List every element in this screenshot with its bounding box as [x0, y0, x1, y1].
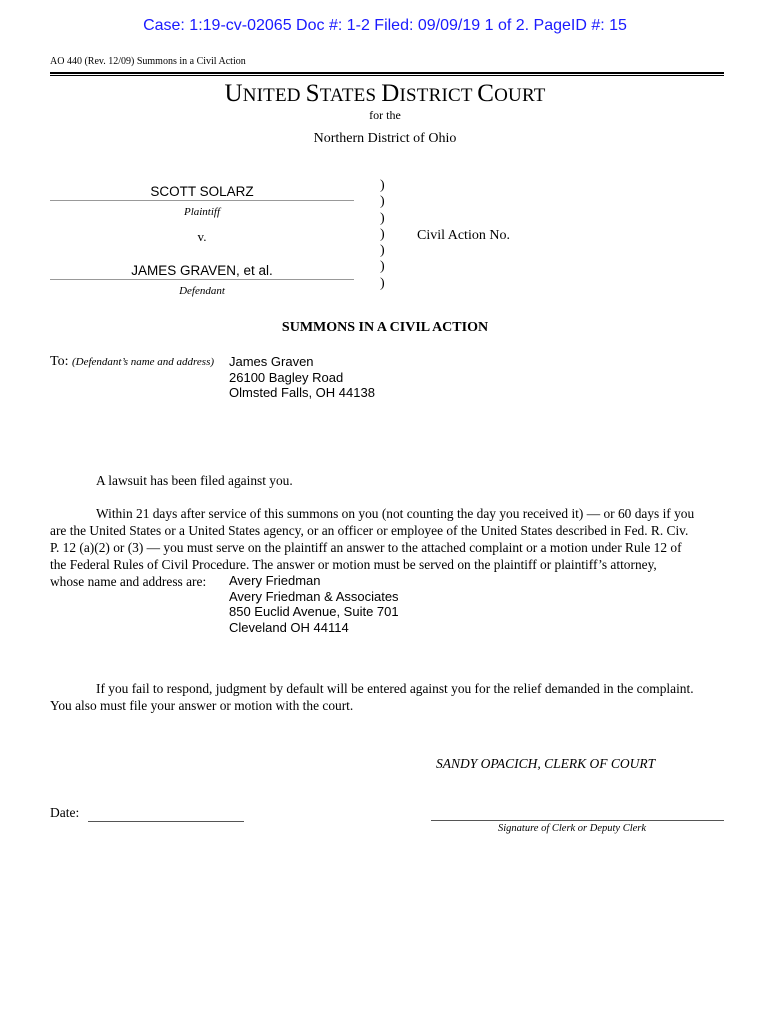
attorney-line: Avery Friedman: [229, 573, 321, 588]
court-title-letter: U: [224, 80, 243, 107]
date-label: Date:: [50, 805, 80, 820]
summons-title: SUMMONS IN A CIVIL ACTION: [281, 320, 489, 335]
attorney-line: 850 Euclid Avenue, Suite 701: [229, 604, 399, 619]
attorney-line: Cleveland OH 44114: [229, 619, 349, 635]
to-label: To:: [50, 354, 69, 369]
court-title: [0, 80, 770, 108]
defendant-underline: [50, 279, 354, 280]
paragraph-line: whose name and address are:: [50, 574, 207, 589]
paren: ): [380, 275, 385, 291]
paragraph-line: P. 12 (a)(2) or (3) — you must serve on the plaintiff an answer to the attached complaint or a motion under Rule 12 of: [50, 540, 682, 555]
civil-action-label: Civil Action No.: [417, 228, 510, 243]
court-title-letter: C: [477, 80, 495, 107]
attorney-line: Avery Friedman & Associates: [229, 588, 399, 604]
paragraph-line: are the United States or a United States agency, or an officer or employee of the United States described in Fed. R. Civ.: [50, 523, 689, 538]
defendant-label: Defendant: [179, 285, 225, 297]
header-rule-thin: [50, 75, 724, 76]
body-paragraph-1: A lawsuit has been filed against you.: [96, 473, 293, 488]
paren: ): [380, 226, 385, 242]
defendant-address: [229, 354, 375, 401]
paragraph-line: You also must file your answer or motion with the court.: [50, 698, 354, 713]
attorney-address: [229, 573, 399, 635]
header-rule-thick: [50, 72, 724, 74]
address-line: 26100 Bagley Road: [229, 369, 344, 385]
clerk-of-court: SANDY OPACICH, CLERK OF COURT: [436, 756, 656, 771]
to-label-row: [50, 354, 214, 370]
court-title-letter: S: [305, 80, 320, 107]
address-line: James Graven: [229, 354, 314, 369]
court-title-rest: NITED: [242, 85, 306, 106]
for-the-label: for the: [369, 108, 401, 122]
paren: ): [380, 259, 385, 275]
versus-label: v.: [197, 229, 207, 244]
court-title-rest: ISTRICT: [399, 85, 478, 106]
court-title-rest: OURT: [494, 85, 546, 106]
caption-parentheses: [380, 178, 385, 292]
district-name: Northern District of Ohio: [313, 131, 457, 146]
to-hint: (Defendant’s name and address): [71, 356, 215, 368]
paren: ): [380, 210, 385, 226]
paragraph-line: the Federal Rules of Civil Procedure. The answer or motion must be served on the plaintiff or plaintiff’s attorney,: [50, 557, 657, 572]
plaintiff-label: Plaintiff: [183, 206, 221, 218]
paren: ): [380, 178, 385, 193]
address-line: Olmsted Falls, OH 44138: [229, 385, 375, 400]
plaintiff-name: SCOTT SOLARZ: [150, 184, 254, 199]
body-paragraph-3: [50, 680, 720, 714]
paragraph-line: Within 21 days after service of this summons on you (not counting the day you received it) — or 60 days if you: [96, 506, 695, 521]
signature-line: [431, 820, 724, 821]
paren: ): [380, 243, 385, 259]
defendant-name: JAMES GRAVEN, et al.: [131, 263, 273, 278]
case-header-stamp: Case: 1:19-cv-02065 Doc #: 1-2 Filed: 09/09/19 1 of 2. PageID #: 15: [143, 17, 627, 34]
paren: ): [380, 194, 385, 210]
paragraph-line: If you fail to respond, judgment by default will be entered against you for the relief demanded in the complaint.: [96, 681, 694, 696]
plaintiff-underline: [50, 200, 354, 201]
date-field-line: [88, 821, 244, 822]
form-identifier: AO 440 (Rev. 12/09) Summons in a Civil Action: [50, 56, 246, 67]
court-title-rest: TATES: [319, 85, 382, 106]
court-title-letter: D: [381, 80, 400, 107]
signature-label: Signature of Clerk or Deputy Clerk: [498, 823, 647, 834]
